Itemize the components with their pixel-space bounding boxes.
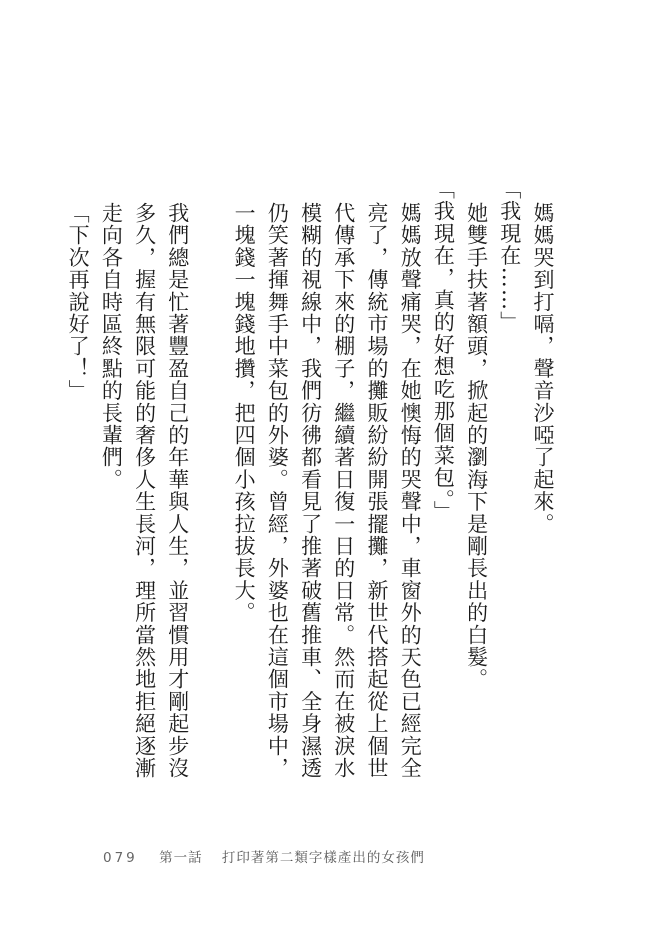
paragraph-6: 我們總是忙著豐盈自己的年華與人生，並習慣用才剛起步沒多久，握有無限可能的奢侈人生長河，理所當然地拒絕逐漸走向各自時區終點的長輩們。 xyxy=(99,202,190,780)
chapter-label: 第一話 xyxy=(159,850,203,866)
paragraph-1: 媽媽哭到打嗝，聲音沙啞了起來。 xyxy=(531,202,555,535)
paragraph-7-dialogue: 「下次再說好了！」 xyxy=(66,202,91,402)
paragraph-2-dialogue: 「我現在……」 xyxy=(497,178,522,334)
chapter-title: 打印著第二類字樣產出的女孩們 xyxy=(221,850,425,866)
paragraph-3: 她雙手扶著額頭，掀起的瀏海下是剛長出的白髮。 xyxy=(464,202,489,691)
paragraph-4-dialogue: 「我現在，真的好想吃那個菜包。」 xyxy=(431,178,456,523)
paragraph-5: 媽媽放聲痛哭，在她懊悔的哭聲中，車窗外的天色已經完全亮了，傳統市場的攤販紛紛開張擺攤，新世代搭起從上個世代傳承下來的棚子，繼續著日復一日的日常。然而在被淚水模糊的視線中，我們彷彿都看見了推著破舊推車、全身濕透仍笑著揮舞手中菜包的外婆。曾經，外婆也在這個市場中，一塊錢一塊錢地攢，把四個小孩拉拔長大。 xyxy=(232,202,423,780)
page-footer xyxy=(103,846,425,866)
page-number: 079 xyxy=(103,850,138,866)
vertical-text-body xyxy=(66,178,559,798)
